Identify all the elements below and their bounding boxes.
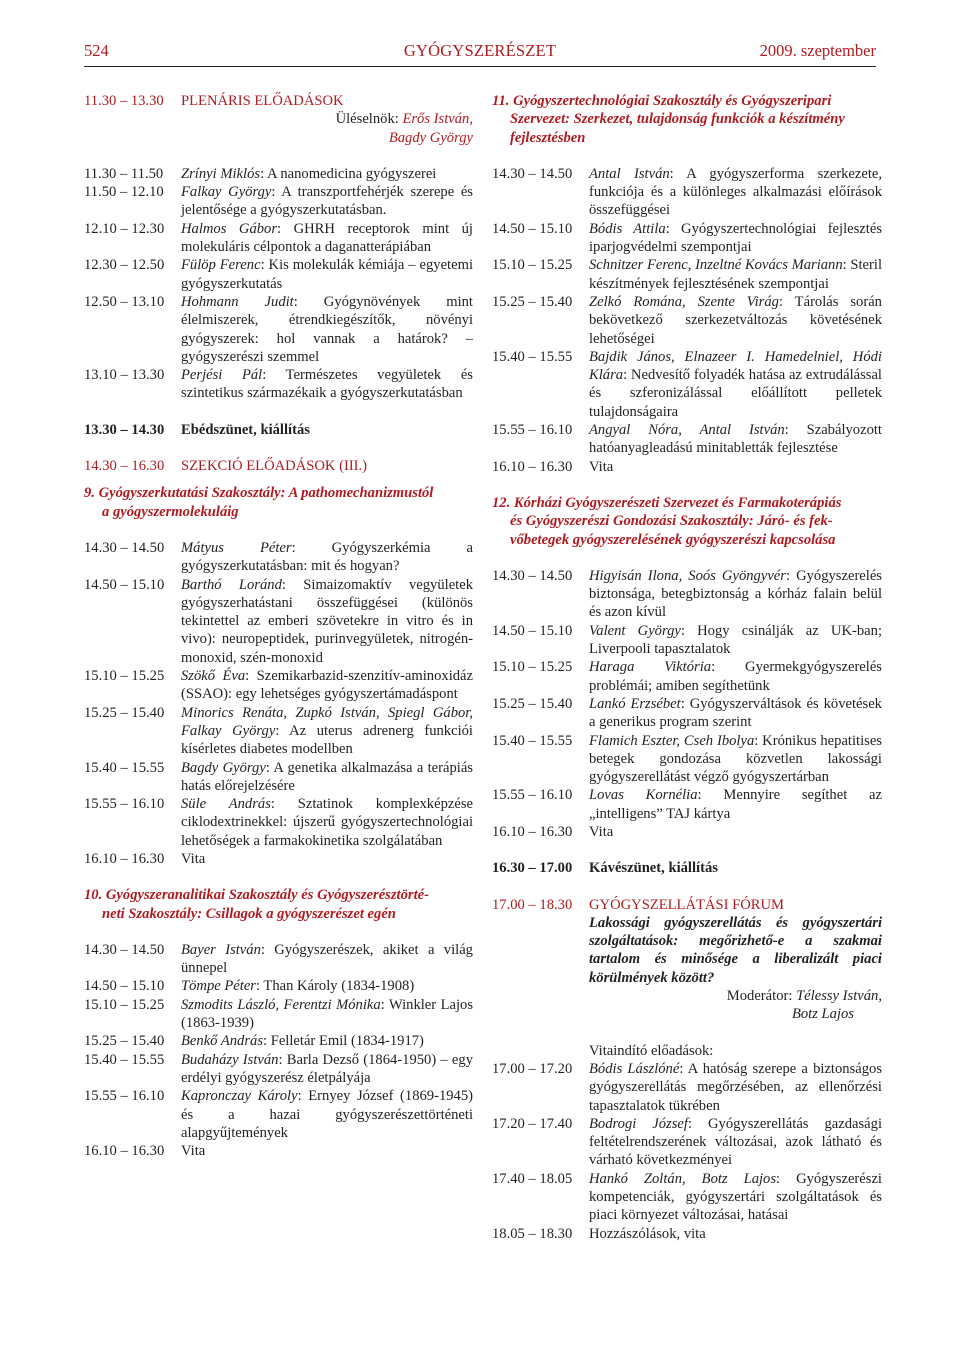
program-item — [492, 658, 882, 695]
plenary-title: PLENÁRIS ELŐADÁSOK — [181, 93, 344, 109]
talk-title: : Gyógyszerészek, akiket a világ ünnepel — [181, 941, 473, 977]
sec10-list — [84, 941, 473, 1161]
sec11-line-1: 11. Gyógyszertechnológiai Szakosztály és Gyógyszeripari — [492, 93, 832, 109]
item-text — [181, 704, 473, 759]
chair-name-1: Erős István, — [402, 111, 473, 128]
sec9-heading — [84, 484, 473, 521]
sec12-line-1: 12. Kórházi Gyógyszerészeti Szervezet és Farmakoterápiás — [492, 494, 842, 511]
sec11-line-3: fejlesztésben — [510, 129, 586, 146]
item-time: 15.25 – 15.40 — [492, 293, 573, 310]
speaker-name: Perjési Pál — [181, 367, 263, 384]
program-item — [84, 977, 473, 995]
program-item — [492, 220, 882, 257]
item-text — [589, 823, 882, 841]
item-time: 14.50 – 15.10 — [84, 576, 165, 593]
speaker-name: Lovas Kornélia — [589, 787, 698, 804]
speaker-name: Kapronczay Károly — [181, 1088, 298, 1105]
moderator-label: Moderátor: — [726, 988, 793, 1005]
speaker-name: Higyisán Ilona, Soós Gyöngyvér — [589, 567, 786, 584]
item-text — [181, 165, 473, 183]
right-column — [492, 92, 882, 1243]
talk-title: : Szabályozott hatóanyagleadású minitabletták fejlesztése — [589, 422, 882, 457]
speaker-name: Zelkó Romána, Szente Virág — [589, 293, 779, 310]
item-text — [181, 667, 473, 704]
item-time: 12.50 – 13.10 — [84, 293, 165, 310]
program-item — [492, 165, 882, 220]
forum-subtitle: Lakossági gyógyszerellátás és gyógyszertári szolgáltatások: megőrizhető-e a szakmai tartalom és minősége a liberalizált piaci körülmények között? — [589, 914, 882, 986]
item-time: 17.40 – 18.05 — [492, 1170, 573, 1187]
program-item — [492, 567, 882, 622]
item-time: 15.25 – 15.40 — [84, 1033, 165, 1050]
lunch-break — [84, 421, 473, 439]
program-item — [84, 941, 473, 978]
talk-title: : Nedvesítő folyadék hatása az extrudálással és szferonizálással előállított pelletek tulajdonságaira — [589, 367, 882, 420]
plenary-list — [84, 165, 473, 403]
item-text — [589, 458, 882, 476]
item-time: 16.10 – 16.30 — [492, 458, 573, 475]
item-text — [181, 256, 473, 293]
program-item — [492, 695, 882, 732]
item-time: 14.30 – 14.50 — [84, 539, 165, 556]
talk-title: : Felletár Emil (1834-1917) — [263, 1033, 424, 1050]
forum-time: 17.00 – 18.30 — [492, 896, 573, 913]
item-time: 16.10 – 16.30 — [84, 850, 165, 867]
item-text — [181, 941, 473, 978]
talk-title: Vita — [589, 458, 614, 475]
speaker-name: Szmodits László, Ferentzi Mónika — [181, 996, 381, 1013]
chair-label: Üléselnök: — [335, 111, 399, 128]
journal-title: GYÓGYSZERÉSZET — [403, 41, 557, 60]
speaker-name: Zrínyi Miklós — [181, 165, 261, 182]
item-text — [589, 786, 882, 823]
talk-title: : Gyógyszerellátás gazdasági feltételrendszerének változásai, azok látható és várható következményei — [589, 1115, 883, 1169]
plenary-heading — [84, 92, 473, 110]
item-text — [589, 1060, 882, 1115]
item-text — [589, 1170, 882, 1225]
item-time: 15.40 – 15.55 — [492, 348, 573, 365]
item-text — [181, 183, 473, 220]
program-item — [492, 732, 882, 787]
forum-subtitle-row — [492, 914, 882, 987]
item-time: 11.30 – 11.50 — [84, 165, 164, 182]
item-time: 14.30 – 14.50 — [492, 567, 573, 584]
item-time: 15.10 – 15.25 — [84, 996, 165, 1013]
item-text — [589, 348, 882, 421]
coffee-text: Kávészünet, kiállítás — [589, 860, 718, 877]
sec9-list — [84, 539, 473, 868]
item-text — [589, 622, 882, 659]
speaker-name: Schnitzer Ferenc, Inzeltné Kovács Mariann — [589, 257, 843, 274]
talk-title: : Mennyire segíthet az „intelligens” TAJ kártya — [589, 787, 882, 822]
speaker-name: Szökő Éva — [181, 668, 246, 685]
item-text — [181, 220, 473, 257]
sec11-line-2: Szervezet: Szerkezet, tulajdonság funkciók a készítmény — [510, 111, 845, 128]
program-item — [492, 1170, 882, 1225]
talk-title: : A gyógyszerforma szerkezete, funkciója és a különleges alkalmazási előírások összefüggései — [589, 165, 883, 219]
forum-list — [492, 1060, 882, 1243]
item-text — [181, 795, 473, 850]
program-item — [84, 256, 473, 293]
item-text — [589, 165, 882, 220]
talk-title: : Barla Dezső (1864-1950) – egy erdélyi gyógyszerész életpályája — [181, 1051, 473, 1086]
program-item — [492, 1060, 882, 1115]
program-item — [84, 165, 473, 183]
program-item — [492, 256, 882, 293]
page-number: 524 — [84, 41, 109, 60]
item-time: 14.50 – 15.10 — [84, 978, 165, 995]
item-time: 15.25 – 15.40 — [492, 695, 573, 712]
program-item — [84, 293, 473, 366]
talk-title: : Gyógyszerelés biztonsága, betegbiztonság a kórház falain belül és azon kívül — [589, 567, 882, 621]
talk-title: : Gyógyszerváltások és követések a generikus program szerint — [589, 695, 882, 731]
item-time: 15.40 – 15.55 — [492, 732, 573, 749]
item-text — [181, 977, 473, 995]
program-item — [84, 704, 473, 759]
talk-title: : Simaizomaktív vegyületek gyógyszerhatástani összefüggései (különös tekintettel az emberi szövetekre in vitro és in vivo): neuropeptidek, purinvegyületek, nitrogén-monoxid, szén-monoxid — [181, 576, 473, 666]
program-item — [84, 1032, 473, 1050]
item-text — [181, 1087, 473, 1142]
item-time: 15.10 – 15.25 — [492, 257, 573, 274]
program-item — [84, 220, 473, 257]
sec9-line-2: a gyógyszermolekuláig — [102, 503, 239, 520]
item-text — [589, 695, 882, 732]
item-time: 17.00 – 17.20 — [492, 1060, 573, 1077]
speaker-name: Fülöp Ferenc — [181, 257, 261, 274]
item-time: 14.30 – 14.50 — [492, 165, 573, 182]
talk-title: : Than Károly (1834-1908) — [255, 978, 415, 995]
item-text — [181, 996, 473, 1033]
speaker-name: Benkő András — [181, 1033, 264, 1050]
sec10-heading — [84, 886, 473, 923]
program-item — [492, 458, 882, 476]
item-time: 16.10 – 16.30 — [492, 823, 573, 840]
issue-date: 2009. szeptember — [759, 41, 876, 60]
item-text — [589, 658, 882, 695]
speaker-name: Valent György — [589, 622, 681, 639]
chair-name-2: Bagdy György — [388, 129, 473, 146]
sec10-line-2: neti Szakosztály: Csillagok a gyógyszerészet egén — [102, 905, 396, 922]
talk-title: Vita — [589, 823, 614, 840]
speaker-name: Antal István — [589, 165, 670, 182]
sec11-heading — [492, 92, 882, 147]
talk-title: : Winkler Lajos (1863-1939) — [181, 996, 473, 1032]
coffee-break — [492, 859, 882, 877]
talk-title: : A genetika alkalmazása a terápiás hatás előrejelzésére — [181, 759, 473, 794]
speaker-name: Minorics Renáta, Zupkó István, Spiegl Gábor, Falkay György — [181, 704, 473, 739]
talk-title: : Az uterus adrenerg funkciói kísérletes diabetes modellben — [181, 722, 473, 758]
program-item — [492, 348, 882, 421]
speaker-name: Barthó Loránd — [181, 576, 282, 593]
section-heading — [84, 457, 473, 475]
item-time: 14.50 – 15.10 — [492, 220, 573, 237]
talk-title: : GHRH receptorok mint új molekuláris célpontok a daganatterápiában — [181, 220, 473, 256]
item-time: 15.40 – 15.55 — [84, 759, 165, 776]
program-item — [492, 1115, 882, 1170]
item-time: 12.10 – 12.30 — [84, 220, 165, 237]
program-item — [84, 1142, 473, 1160]
item-text — [589, 732, 882, 787]
program-item — [492, 293, 882, 348]
speaker-name: Falkay György — [181, 184, 272, 201]
item-text — [589, 256, 882, 293]
item-time: 15.40 – 15.55 — [84, 1051, 165, 1068]
item-time: 15.10 – 15.25 — [492, 659, 573, 676]
talk-title: : Gyógyszerészi kompetenciák, gyógyszertári szolgáltatások és piaci környezet változásai, hatásai — [589, 1170, 882, 1224]
talk-title: : Természetes vegyületek és szintetikus származékaik a gyógyszerkutatásban — [181, 367, 473, 402]
talk-title: : Kis molekulák kémiája – egyetemi gyógyszerkutatás — [181, 257, 473, 292]
item-text — [589, 1225, 882, 1243]
intro-label-row — [492, 1042, 882, 1060]
speaker-name: Tömpe Péter — [181, 978, 256, 995]
speaker-name: Bajdik János, Elnazeer I. Hamedelniel, Hódi Klára — [589, 348, 882, 384]
moderator-name-2: Botz Lajos — [791, 1006, 854, 1023]
item-text — [589, 421, 882, 458]
talk-title: : Krónikus hepatitises betegek gondozása közvetlen lakossági gyógyszerellátást végző gyógyszertárban — [589, 732, 882, 786]
item-text — [181, 1142, 473, 1160]
speaker-name: Hankó Zoltán, Botz Lajos — [589, 1170, 777, 1187]
sec12-line-3: vőbetegek gyógyszerelésének gyógyszerészi kapcsolása — [510, 531, 836, 548]
speaker-name: Bodrogi József — [589, 1115, 688, 1132]
coffee-time: 16.30 – 17.00 — [492, 860, 573, 877]
talk-title: Hozzászólások, vita — [589, 1225, 706, 1242]
talk-title: : A hatóság szerepe a biztonságos gyógyszerellátás megőrzésében, az ellenőrzési tapasztalatok tükrében — [589, 1060, 882, 1114]
sec9-line-1: 9. Gyógyszerkutatási Szakosztály: A pathomechanizmustól — [84, 485, 434, 502]
forum-moderator — [492, 987, 882, 1005]
item-time: 17.20 – 17.40 — [492, 1115, 573, 1132]
item-text — [181, 539, 473, 576]
sec12-line-2: és Gyógyszerészi Gondozási Szakosztály: Járó- és fek- — [510, 513, 833, 530]
program-item — [492, 622, 882, 659]
talk-title: : A transzportfehérjék szerepe és jelentősége a gyógyszerkutatásban. — [181, 184, 473, 219]
item-time: 15.55 – 16.10 — [84, 796, 165, 813]
program-item — [492, 786, 882, 823]
item-time: 13.10 – 13.30 — [84, 367, 165, 384]
item-text — [181, 759, 473, 796]
item-text — [181, 1032, 473, 1050]
forum-title: GYÓGYSZELLÁTÁSI FÓRUM — [589, 896, 784, 913]
talk-title: : Szemikarbazid-szenzitív-aminoxidáz (SSAO): egy lehetséges gyógyszertámadáspont — [181, 668, 474, 703]
program-item — [84, 759, 473, 796]
lunch-text: Ebédszünet, kiállítás — [181, 421, 310, 438]
item-time: 11.50 – 12.10 — [84, 184, 164, 201]
talk-title: : Gyógynövények mint élelmiszerek, étrendkiegészítők, növényi gyógyszerek: hol vannak a határok? – gyógyszerészi szemmel — [181, 293, 473, 365]
item-time: 12.30 – 12.50 — [84, 257, 165, 274]
program-item — [84, 366, 473, 403]
item-text — [181, 293, 473, 366]
left-column — [84, 92, 473, 1160]
item-text — [589, 293, 882, 348]
talk-title: : Steril készítmények fejlesztésének szempontjai — [589, 257, 882, 292]
item-time: 16.10 – 16.30 — [84, 1143, 165, 1160]
speaker-name: Bagdy György — [181, 759, 266, 776]
item-time: 15.25 – 15.40 — [84, 704, 165, 721]
speaker-name: Süle András — [181, 796, 271, 813]
item-text — [181, 850, 473, 868]
sec10-line-1: 10. Gyógyszeranalitikai Szakosztály és Gyógyszerésztörté- — [84, 887, 429, 904]
program-item — [84, 996, 473, 1033]
speaker-name: Lankó Erzsébet — [589, 695, 681, 712]
program-item — [84, 576, 473, 667]
speaker-name: Bódis Attila — [589, 220, 666, 237]
program-item — [84, 1087, 473, 1142]
speaker-name: Flamich Eszter, Cseh Ibolya — [589, 732, 755, 749]
sec11-list — [492, 165, 882, 476]
section-time: 14.30 – 16.30 — [84, 458, 165, 475]
talk-title: : Gyógyszertechnológiai fejlesztés iparjogvédelmi szempontjai — [589, 220, 882, 256]
speaker-name: Bódis Lászlóné — [589, 1060, 680, 1077]
program-item — [492, 1225, 882, 1243]
speaker-name: Angyal Nóra, Antal István — [589, 422, 785, 439]
program-item — [84, 539, 473, 576]
speaker-name: Budaházy István — [181, 1051, 279, 1068]
program-item — [84, 1051, 473, 1088]
item-text — [181, 1051, 473, 1088]
item-time: 15.10 – 15.25 — [84, 668, 165, 685]
item-time: 14.50 – 15.10 — [492, 622, 573, 639]
item-time: 15.55 – 16.10 — [84, 1088, 165, 1105]
section-title: SZEKCIÓ ELŐADÁSOK (III.) — [181, 458, 368, 475]
program-item — [492, 421, 882, 458]
talk-title: : Ernyey József (1869-1945) és a hazai gyógyszerészettörténeti alapgyűjtemények — [181, 1088, 473, 1141]
speaker-name: Bayer István — [181, 941, 261, 958]
talk-title: : Tárolás során bekövetkező szerkezetváltozás követésének lehetőségei — [589, 293, 882, 347]
program-item — [84, 795, 473, 850]
item-time: 15.55 – 16.10 — [492, 787, 573, 804]
item-time: 18.05 – 18.30 — [492, 1225, 573, 1242]
moderator-name-1: Télessy István, — [796, 988, 882, 1005]
forum-heading — [492, 896, 882, 914]
talk-title: : Hogy csinálják az UK-ban; Liverpooli tapasztalatok — [589, 622, 882, 658]
program-item — [84, 667, 473, 704]
page-header — [84, 40, 876, 67]
speaker-name: Haraga Viktória — [589, 659, 712, 676]
item-time: 15.55 – 16.10 — [492, 422, 573, 439]
plenary-time: 11.30 – 13.30 — [84, 93, 164, 109]
plenary-chair — [84, 110, 473, 128]
talk-title: : Gyermekgyógyszerelés problémái; amiben segíthetünk — [589, 659, 882, 694]
item-text — [589, 1115, 882, 1170]
speaker-name: Mátyus Péter — [181, 539, 292, 556]
intro-label: Vitaindító előadások: — [589, 1042, 714, 1059]
item-text — [181, 576, 473, 667]
talk-title: : A nanomedicina gyógyszerei — [260, 165, 437, 182]
item-time: 14.30 – 14.50 — [84, 941, 165, 958]
program-item — [84, 183, 473, 220]
talk-title: : Gyógyszerkémia a gyógyszerkutatásban: mit és hogyan? — [181, 539, 473, 575]
item-text — [181, 366, 473, 403]
lunch-time: 13.30 – 14.30 — [84, 421, 165, 438]
program-item — [84, 850, 473, 868]
talk-title: Vita — [181, 850, 206, 867]
sec12-list — [492, 567, 882, 841]
speaker-name: Halmos Gábor — [181, 220, 278, 237]
talk-title: Vita — [181, 1143, 206, 1160]
program-item — [492, 823, 882, 841]
sec12-heading — [492, 494, 882, 549]
talk-title: : Sztatinok komplexképzése ciklodextrinekkel: újszerű gyógyszertechnológiai lehetőségek a farmakokinetika szolgálatában — [181, 796, 473, 849]
item-text — [589, 567, 882, 622]
speaker-name: Hohmann Judit — [181, 293, 294, 310]
item-text — [589, 220, 882, 257]
